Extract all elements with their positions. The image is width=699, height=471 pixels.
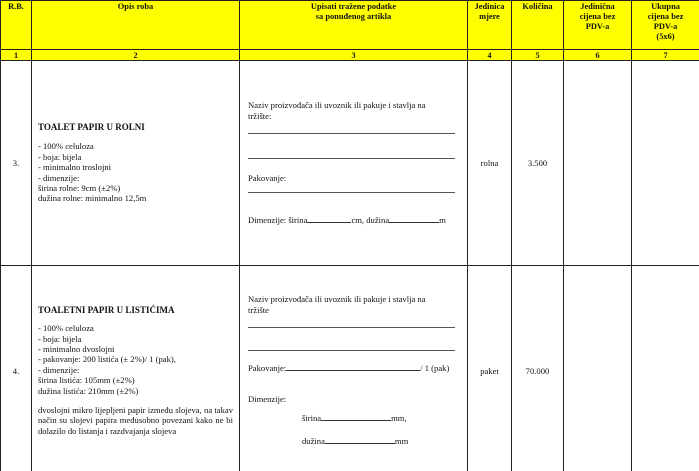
spec-line: - boja: bijela	[38, 333, 82, 344]
header-kolicina: Količina	[512, 1, 564, 50]
quantity-cell: 3.500	[512, 61, 564, 266]
column-number: 3	[240, 50, 468, 61]
unit-cell: paket	[468, 266, 512, 471]
manufacturer-label: Naziv proizvođača ili uvoznik ili pakuje i stavlja na tržište	[248, 294, 426, 315]
row-number: 4.	[1, 266, 32, 471]
pakovanje-label: Pakovanje:	[248, 173, 287, 183]
column-number: 4	[468, 50, 512, 61]
total-price-cell[interactable]	[632, 266, 699, 471]
spec-line: širina listića: 105mm (±2%)	[38, 375, 135, 386]
item-description	[32, 61, 240, 266]
quantity-cell: 70.000	[512, 266, 564, 471]
item-title: TOALET PAPIR U ROLNI	[38, 122, 145, 133]
spec-line: - 100% celuloza	[38, 323, 94, 334]
spec-line: dužina listića: 210mm (±2%)	[38, 385, 139, 396]
spec-line: - minimalno dvoslojni	[38, 343, 115, 354]
column-number: 6	[564, 50, 632, 61]
unit-price-cell[interactable]	[564, 61, 632, 266]
pakovanje-blank[interactable]	[286, 363, 420, 371]
column-number: 5	[512, 50, 564, 61]
row-number: 3.	[1, 61, 32, 266]
length-line: dužina mm	[302, 436, 409, 446]
width-blank[interactable]	[307, 215, 351, 223]
header-upisati: Upisati tražene podatke sa ponuđenog artikla	[240, 1, 468, 50]
manufacturer-label: Naziv proizvođača ili uvoznik ili pakuje i stavlja na tržište:	[248, 100, 426, 121]
pakovanje-line: Pakovanje: / 1 (pak)	[248, 363, 450, 373]
spec-line: dužina rolne: minimalno 12,5m	[38, 193, 147, 204]
column-number-row	[1, 50, 699, 61]
column-number: 2	[32, 50, 240, 61]
spec-line: - pakovanje: 200 listića (± 2%)/ 1 (pak),	[38, 354, 176, 365]
table-row	[1, 61, 699, 266]
spec-line: - minimalno troslojni	[38, 162, 112, 173]
header-rb: R.B.	[1, 1, 32, 50]
dimensions-line: Dimenzije: širina cm, dužina m	[248, 215, 446, 225]
table-row	[1, 266, 699, 471]
length-blank[interactable]	[389, 215, 439, 223]
spec-line: - boja: bijela	[38, 151, 82, 162]
fill-in-cell[interactable]	[240, 61, 468, 266]
dimensions-label: Dimenzije:	[248, 394, 287, 404]
header-jedinicna-cijena: Jedinična cijena bez PDV-a	[564, 1, 632, 50]
header-row	[1, 1, 699, 50]
column-number: 1	[1, 50, 32, 61]
width-line: širina mm,	[302, 413, 407, 423]
header-ukupna-cijena: Ukupna cijena bez PDV-a (5x6)	[632, 1, 699, 50]
total-price-cell[interactable]	[632, 61, 699, 266]
unit-cell: rolna	[468, 61, 512, 266]
item-note: dvoslojni mikro lijepljeni papir između slojeva, na takav način su slojevi papira međusobno povezani kako ne bi dolazilo do listanja i razdvajanja slojeva	[38, 404, 233, 436]
item-title: TOALETNI PAPIR U LISTIĆIMA	[38, 305, 175, 316]
width-blank[interactable]	[321, 413, 391, 421]
spec-line: - dimenzije:	[38, 172, 80, 183]
column-number: 7	[632, 50, 699, 61]
header-jedinica-mjere: Jedinica mjere	[468, 1, 512, 50]
fill-in-cell[interactable]	[240, 266, 468, 471]
length-blank[interactable]	[325, 436, 395, 444]
header-opis-roba: Opis roba	[32, 1, 240, 50]
spec-line: - 100% celuloza	[38, 141, 94, 152]
spec-line: širina rolne: 9cm (±2%)	[38, 182, 121, 193]
spec-line: - dimenzije:	[38, 364, 80, 375]
item-description	[32, 266, 240, 471]
unit-price-cell[interactable]	[564, 266, 632, 471]
